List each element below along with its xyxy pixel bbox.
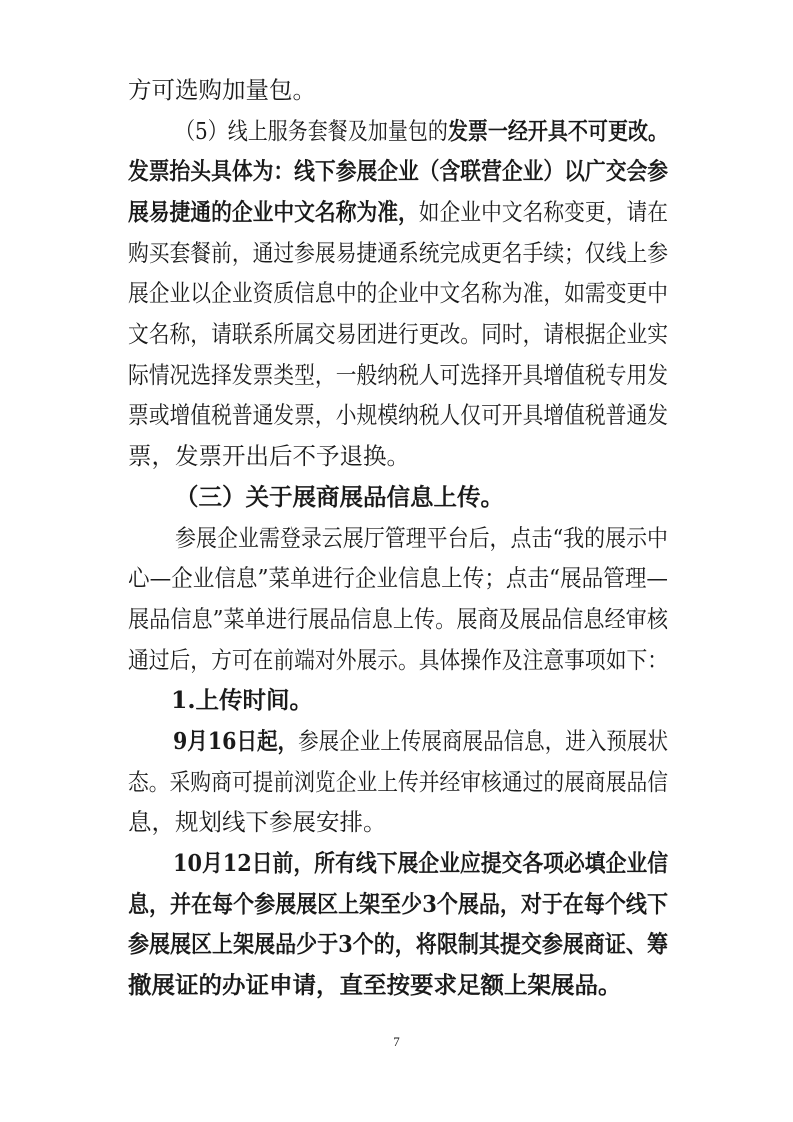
text-segment: 购买套餐前，通过参展易捷通系统完成更名手续；仅线上参 bbox=[128, 239, 669, 267]
text-segment: 通过后，方可在前端对外展示。具体操作及注意事项如下： bbox=[128, 646, 669, 674]
bold-text-segment: （三）关于展商展品信息上传。 bbox=[175, 483, 504, 511]
text-line bbox=[128, 563, 668, 593]
page-number: 7 bbox=[393, 1034, 400, 1049]
text-line bbox=[128, 970, 622, 1000]
text-line bbox=[128, 319, 668, 349]
text-segment: 际情况选择发票类型，一般纳税人可选择开具增值税专用发 bbox=[128, 361, 669, 389]
text-line bbox=[128, 929, 668, 959]
bold-text-segment: 10月12日前，所有线下展企业应提交各项必填企业信 bbox=[173, 849, 669, 877]
text-segment: 展企业以企业资质信息中的企业中文名称为准，如需变更中 bbox=[128, 279, 669, 307]
text-segment: 态。采购商可提前浏览企业上传并经审核通过的展商展品信 bbox=[128, 768, 669, 796]
bold-text-segment: 发票一经开具不可更改。 bbox=[447, 117, 668, 145]
bold-text-segment: 发票抬头具体为：线下参展企业（含联营企业）以广交会参 bbox=[128, 157, 669, 185]
bold-text-segment: 撤展证的办证申请，直至按要求足额上架展品。 bbox=[128, 971, 622, 999]
text-line bbox=[128, 604, 668, 634]
bold-text-segment: 1.上传时间。 bbox=[171, 686, 314, 714]
text-segment: 如企业中文名称变更，请在 bbox=[418, 198, 669, 226]
text-segment: （5）线上服务套餐及加量包的 bbox=[175, 117, 448, 145]
text-line bbox=[128, 75, 316, 105]
text-segment: 参展企业上传展商展品信息，进入预展状 bbox=[298, 727, 669, 755]
text-line bbox=[128, 156, 668, 186]
text-line bbox=[171, 685, 313, 715]
text-segment: 票或增值税普通发票，小规模纳税人仅可开具增值税普通发 bbox=[128, 401, 669, 429]
text-line bbox=[128, 238, 668, 268]
text-segment: 票，发票开出后不予退换。 bbox=[128, 442, 410, 470]
text-segment: 参展企业需登录云展厅管理平台后，点击“我的展示中 bbox=[175, 524, 669, 552]
text-line bbox=[128, 441, 410, 471]
text-line bbox=[128, 767, 668, 797]
text-line bbox=[128, 278, 668, 308]
text-line bbox=[175, 116, 668, 146]
bold-text-segment: 息，并在每个参展展区上架至少3个展品，对于在每个线下 bbox=[128, 890, 668, 918]
text-line bbox=[128, 400, 668, 430]
text-line bbox=[175, 482, 504, 512]
text-line bbox=[128, 807, 387, 837]
text-segment: 展品信息”菜单进行展品信息上传。展商及展品信息经审核 bbox=[128, 605, 668, 633]
text-line bbox=[173, 848, 668, 878]
text-line bbox=[128, 360, 668, 390]
text-segment: 文名称，请联系所属交易团进行更改。同时，请根据企业实 bbox=[128, 320, 669, 348]
bold-text-segment: 展易捷通的企业中文名称为准， bbox=[128, 198, 419, 226]
bold-text-segment: 9月16日起， bbox=[173, 727, 299, 755]
text-segment: 息，规划线下参展安排。 bbox=[128, 808, 387, 836]
text-line bbox=[128, 197, 668, 227]
text-segment: 方可选购加量包。 bbox=[128, 76, 316, 104]
text-line bbox=[173, 726, 668, 756]
text-line bbox=[175, 523, 668, 553]
text-line bbox=[128, 889, 668, 919]
text-line bbox=[128, 645, 668, 675]
text-segment: 心—企业信息”菜单进行企业信息上传；点击“展品管理— bbox=[128, 564, 668, 592]
bold-text-segment: 参展展区上架展品少于3个的，将限制其提交参展商证、筹 bbox=[128, 930, 668, 958]
